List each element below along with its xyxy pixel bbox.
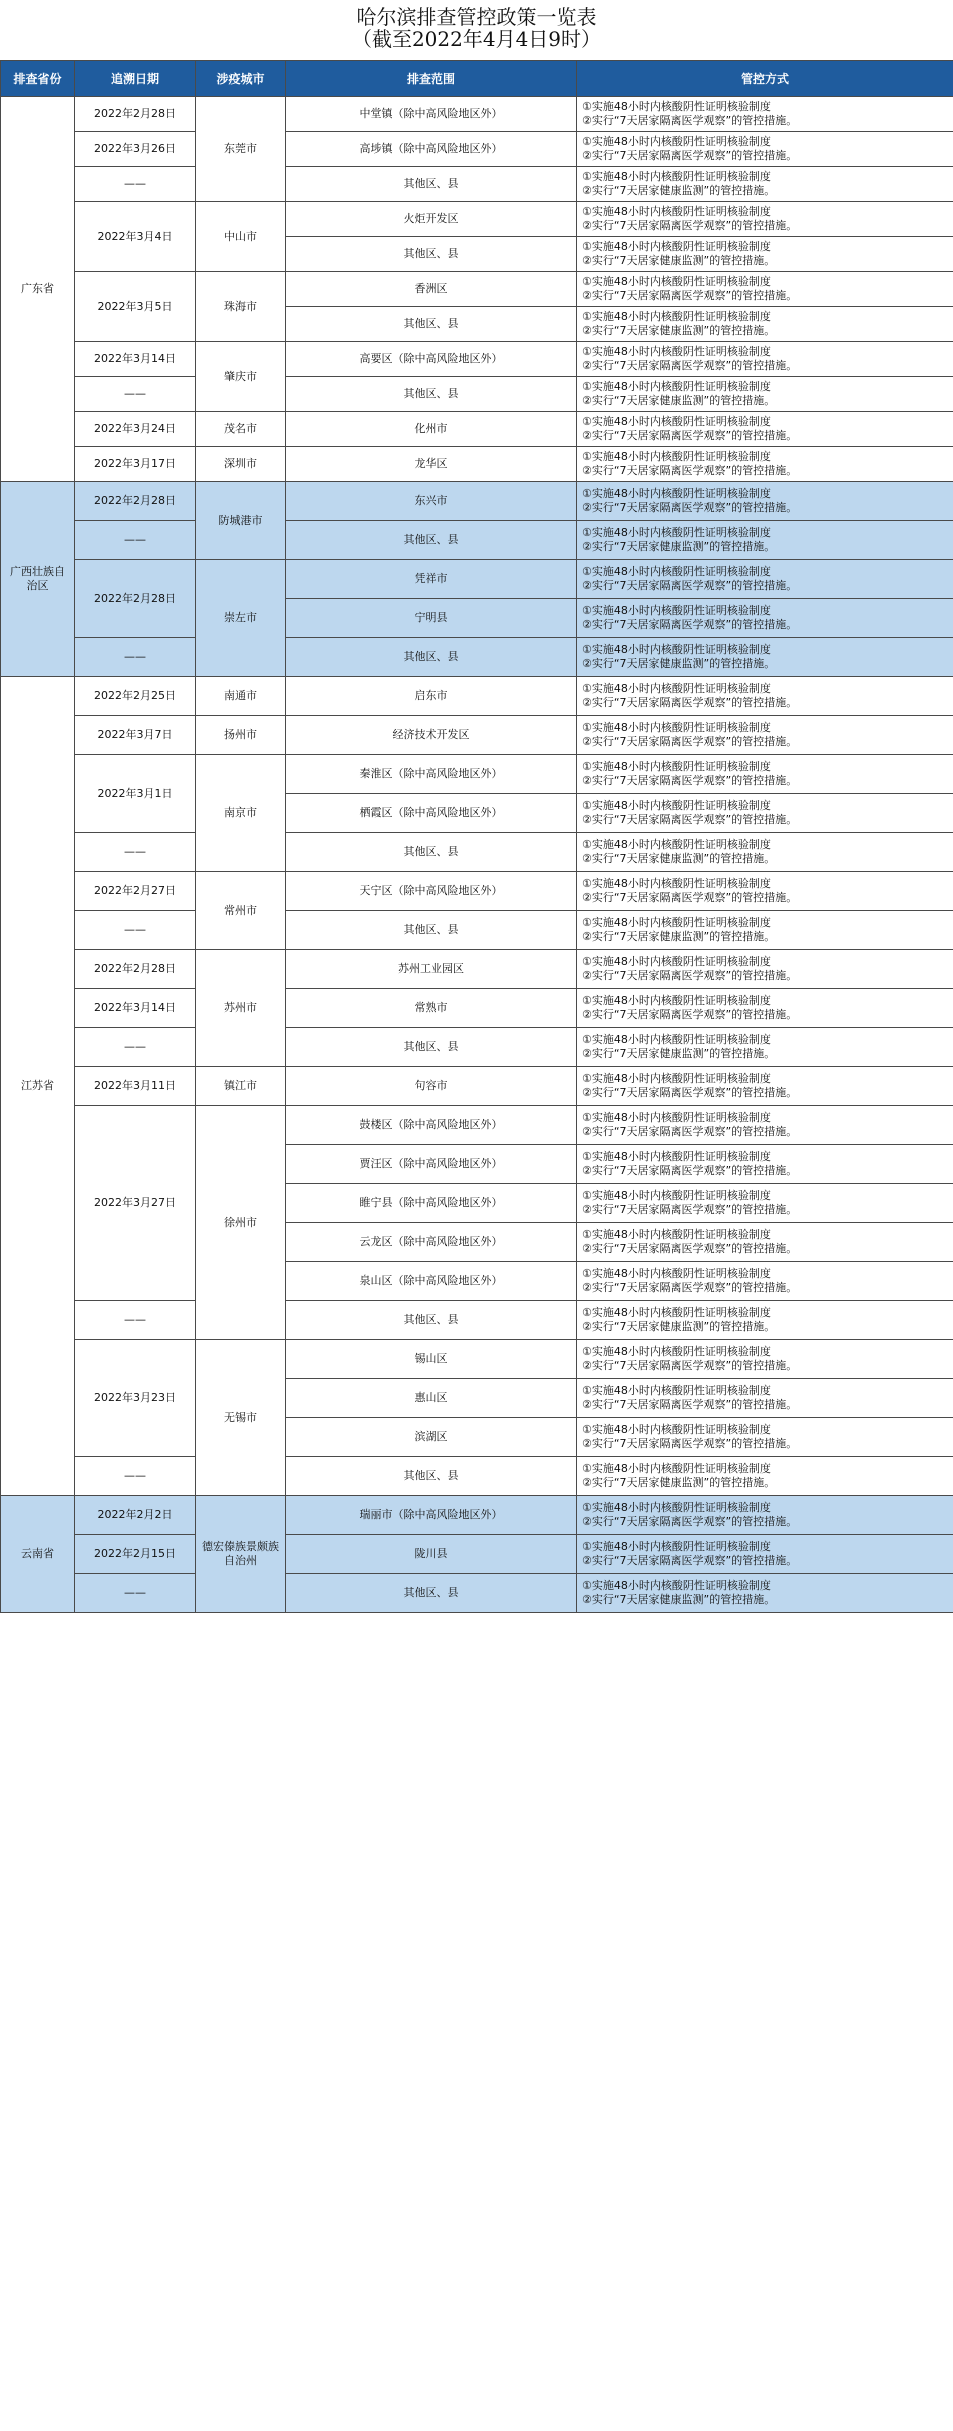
scope-cell: 高埗镇（除中高风险地区外） — [286, 132, 577, 167]
measure-line-2: ②实行“7天居家隔离医学观察”的管控措施。 — [582, 429, 798, 442]
measure-line-2: ②实行“7天居家隔离医学观察”的管控措施。 — [582, 1164, 798, 1177]
table-row — [1, 833, 953, 872]
table-row — [1, 872, 953, 911]
scope-cell: 中堂镇（除中高风险地区外） — [286, 97, 577, 132]
measure-line-1: ①实施48小时内核酸阴性证明核验制度 — [582, 1579, 771, 1592]
scope-cell: 龙华区 — [286, 447, 577, 482]
measure-cell — [577, 1106, 953, 1145]
scope-cell: 东兴市 — [286, 482, 577, 521]
scope-cell: 瑞丽市（除中高风险地区外） — [286, 1496, 577, 1535]
table-row — [1, 97, 953, 132]
province-cell: 广东省 — [1, 97, 75, 482]
province-group — [1, 97, 953, 482]
table-row — [1, 167, 953, 202]
measure-line-2: ②实行“7天居家健康监测”的管控措施。 — [582, 1593, 776, 1606]
measure-line-2: ②实行“7天居家健康监测”的管控措施。 — [582, 1320, 776, 1333]
table-row — [1, 377, 953, 412]
city-cell: 崇左市 — [196, 560, 286, 677]
scope-cell: 其他区、县 — [286, 911, 577, 950]
measure-line-2: ②实行“7天居家隔离医学观察”的管控措施。 — [582, 774, 798, 787]
measure-cell — [577, 872, 953, 911]
measure-line-1: ①实施48小时内核酸阴性证明核验制度 — [582, 916, 771, 929]
city-cell: 镇江市 — [196, 1067, 286, 1106]
scope-cell: 句容市 — [286, 1067, 577, 1106]
date-cell: —— — [75, 1028, 196, 1067]
measure-line-2: ②实行“7天居家隔离医学观察”的管控措施。 — [582, 464, 798, 477]
measure-line-1: ①实施48小时内核酸阴性证明核验制度 — [582, 205, 771, 218]
measure-line-1: ①实施48小时内核酸阴性证明核验制度 — [582, 450, 771, 463]
measure-line-1: ①实施48小时内核酸阴性证明核验制度 — [582, 100, 771, 113]
table-row — [1, 447, 953, 482]
measure-line-2: ②实行“7天居家隔离医学观察”的管控措施。 — [582, 501, 798, 514]
measure-cell — [577, 1067, 953, 1106]
scope-cell: 其他区、县 — [286, 1457, 577, 1496]
measure-cell — [577, 447, 953, 482]
measure-line-2: ②实行“7天居家健康监测”的管控措施。 — [582, 184, 776, 197]
date-cell: —— — [75, 911, 196, 950]
table-row — [1, 412, 953, 447]
date-cell: 2022年2月25日 — [75, 677, 196, 716]
measure-line-1: ①实施48小时内核酸阴性证明核验制度 — [582, 275, 771, 288]
page-subtitle: （截至2022年4月4日9时） — [351, 27, 602, 51]
table-row — [1, 1535, 953, 1574]
scope-cell: 其他区、县 — [286, 237, 577, 272]
scope-cell: 火炬开发区 — [286, 202, 577, 237]
scope-cell: 其他区、县 — [286, 1574, 577, 1613]
date-cell: 2022年2月28日 — [75, 950, 196, 989]
date-cell: 2022年3月5日 — [75, 272, 196, 342]
table-row — [1, 1574, 953, 1613]
measure-line-2: ②实行“7天居家隔离医学观察”的管控措施。 — [582, 579, 798, 592]
date-cell: 2022年3月1日 — [75, 755, 196, 833]
measure-cell — [577, 716, 953, 755]
policy-table — [0, 60, 953, 1613]
province-cell: 云南省 — [1, 1496, 75, 1613]
measure-line-1: ①实施48小时内核酸阴性证明核验制度 — [582, 1423, 771, 1436]
date-cell: 2022年2月15日 — [75, 1535, 196, 1574]
measure-line-2: ②实行“7天居家隔离医学观察”的管控措施。 — [582, 1398, 798, 1411]
measure-cell — [577, 638, 953, 677]
date-cell: 2022年2月28日 — [75, 482, 196, 521]
measure-line-1: ①实施48小时内核酸阴性证明核验制度 — [582, 1072, 771, 1085]
measure-cell — [577, 1574, 953, 1613]
measure-line-1: ①实施48小时内核酸阴性证明核验制度 — [582, 604, 771, 617]
measure-cell — [577, 1457, 953, 1496]
scope-cell: 鼓楼区（除中高风险地区外） — [286, 1106, 577, 1145]
measure-line-1: ①实施48小时内核酸阴性证明核验制度 — [582, 380, 771, 393]
province-cell: 江苏省 — [1, 677, 75, 1496]
measure-line-1: ①实施48小时内核酸阴性证明核验制度 — [582, 1384, 771, 1397]
city-cell: 深圳市 — [196, 447, 286, 482]
measure-line-1: ①实施48小时内核酸阴性证明核验制度 — [582, 799, 771, 812]
measure-line-1: ①实施48小时内核酸阴性证明核验制度 — [582, 240, 771, 253]
city-cell: 徐州市 — [196, 1106, 286, 1340]
measure-line-2: ②实行“7天居家隔离医学观察”的管控措施。 — [582, 114, 798, 127]
measure-line-2: ②实行“7天居家隔离医学观察”的管控措施。 — [582, 219, 798, 232]
measure-cell — [577, 1028, 953, 1067]
scope-cell: 天宁区（除中高风险地区外） — [286, 872, 577, 911]
table-row — [1, 521, 953, 560]
scope-cell: 滨湖区 — [286, 1418, 577, 1457]
city-cell: 苏州市 — [196, 950, 286, 1067]
measure-line-1: ①实施48小时内核酸阴性证明核验制度 — [582, 955, 771, 968]
scope-cell: 陇川县 — [286, 1535, 577, 1574]
measure-line-1: ①实施48小时内核酸阴性证明核验制度 — [582, 1306, 771, 1319]
measure-line-2: ②实行“7天居家健康监测”的管控措施。 — [582, 657, 776, 670]
measure-cell — [577, 755, 953, 794]
measure-line-2: ②实行“7天居家隔离医学观察”的管控措施。 — [582, 149, 798, 162]
date-cell: —— — [75, 521, 196, 560]
city-cell: 德宏傣族景颇族自治州 — [196, 1496, 286, 1613]
measure-line-2: ②实行“7天居家健康监测”的管控措施。 — [582, 324, 776, 337]
measure-line-1: ①实施48小时内核酸阴性证明核验制度 — [582, 838, 771, 851]
measure-line-1: ①实施48小时内核酸阴性证明核验制度 — [582, 170, 771, 183]
table-row — [1, 1457, 953, 1496]
measure-line-2: ②实行“7天居家隔离医学观察”的管控措施。 — [582, 1281, 798, 1294]
scope-cell: 香洲区 — [286, 272, 577, 307]
measure-line-1: ①实施48小时内核酸阴性证明核验制度 — [582, 310, 771, 323]
measure-cell — [577, 1184, 953, 1223]
measure-line-2: ②实行“7天居家健康监测”的管控措施。 — [582, 930, 776, 943]
measure-line-1: ①实施48小时内核酸阴性证明核验制度 — [582, 1111, 771, 1124]
scope-cell: 睢宁县（除中高风险地区外） — [286, 1184, 577, 1223]
measure-cell — [577, 1223, 953, 1262]
measure-line-1: ①实施48小时内核酸阴性证明核验制度 — [582, 994, 771, 1007]
date-cell: —— — [75, 833, 196, 872]
scope-cell: 经济技术开发区 — [286, 716, 577, 755]
header-measures: 管控方式 — [577, 61, 953, 97]
header-province: 排查省份 — [1, 61, 75, 97]
scope-cell: 化州市 — [286, 412, 577, 447]
scope-cell: 锡山区 — [286, 1340, 577, 1379]
measure-cell — [577, 482, 953, 521]
measure-line-1: ①实施48小时内核酸阴性证明核验制度 — [582, 1462, 771, 1475]
scope-cell: 常熟市 — [286, 989, 577, 1028]
table-row — [1, 272, 953, 307]
date-cell: 2022年2月2日 — [75, 1496, 196, 1535]
measure-line-1: ①实施48小时内核酸阴性证明核验制度 — [582, 345, 771, 358]
city-cell: 肇庆市 — [196, 342, 286, 412]
scope-cell: 其他区、县 — [286, 638, 577, 677]
scope-cell: 其他区、县 — [286, 167, 577, 202]
city-cell: 防城港市 — [196, 482, 286, 560]
scope-cell: 高要区（除中高风险地区外） — [286, 342, 577, 377]
measure-line-1: ①实施48小时内核酸阴性证明核验制度 — [582, 135, 771, 148]
scope-cell: 其他区、县 — [286, 307, 577, 342]
scope-cell: 云龙区（除中高风险地区外） — [286, 1223, 577, 1262]
date-cell: 2022年3月17日 — [75, 447, 196, 482]
date-cell: 2022年3月23日 — [75, 1340, 196, 1457]
header-date: 追溯日期 — [75, 61, 196, 97]
city-cell: 南通市 — [196, 677, 286, 716]
measure-line-1: ①实施48小时内核酸阴性证明核验制度 — [582, 1540, 771, 1553]
measure-line-2: ②实行“7天居家隔离医学观察”的管控措施。 — [582, 359, 798, 372]
date-cell: 2022年2月27日 — [75, 872, 196, 911]
scope-cell: 栖霞区（除中高风险地区外） — [286, 794, 577, 833]
date-cell: 2022年2月28日 — [75, 560, 196, 638]
measure-cell — [577, 560, 953, 599]
measure-cell — [577, 833, 953, 872]
measure-line-2: ②实行“7天居家健康监测”的管控措施。 — [582, 1047, 776, 1060]
measure-cell — [577, 342, 953, 377]
table-row — [1, 1301, 953, 1340]
scope-cell: 其他区、县 — [286, 377, 577, 412]
date-cell: 2022年3月27日 — [75, 1106, 196, 1301]
measure-cell — [577, 794, 953, 833]
measure-line-1: ①实施48小时内核酸阴性证明核验制度 — [582, 487, 771, 500]
measure-line-2: ②实行“7天居家健康监测”的管控措施。 — [582, 394, 776, 407]
table-row — [1, 1067, 953, 1106]
measure-line-1: ①实施48小时内核酸阴性证明核验制度 — [582, 526, 771, 539]
header-row — [1, 61, 953, 97]
header-scope: 排查范围 — [286, 61, 577, 97]
measure-line-2: ②实行“7天居家隔离医学观察”的管控措施。 — [582, 1359, 798, 1372]
measure-line-2: ②实行“7天居家隔离医学观察”的管控措施。 — [582, 618, 798, 631]
table-row — [1, 342, 953, 377]
measure-cell — [577, 132, 953, 167]
table-row — [1, 716, 953, 755]
measure-cell — [577, 1145, 953, 1184]
province-group — [1, 482, 953, 677]
measure-line-2: ②实行“7天居家隔离医学观察”的管控措施。 — [582, 1203, 798, 1216]
measure-cell — [577, 97, 953, 132]
measure-line-2: ②实行“7天居家隔离医学观察”的管控措施。 — [582, 1437, 798, 1450]
measure-cell — [577, 989, 953, 1028]
scope-cell: 秦淮区（除中高风险地区外） — [286, 755, 577, 794]
measure-line-1: ①实施48小时内核酸阴性证明核验制度 — [582, 721, 771, 734]
scope-cell: 苏州工业园区 — [286, 950, 577, 989]
date-cell: —— — [75, 167, 196, 202]
measure-line-2: ②实行“7天居家隔离医学观察”的管控措施。 — [582, 696, 798, 709]
measure-cell — [577, 1262, 953, 1301]
measure-cell — [577, 377, 953, 412]
city-cell: 珠海市 — [196, 272, 286, 342]
measure-cell — [577, 521, 953, 560]
measure-cell — [577, 202, 953, 237]
measure-line-1: ①实施48小时内核酸阴性证明核验制度 — [582, 760, 771, 773]
city-cell: 扬州市 — [196, 716, 286, 755]
measure-cell — [577, 911, 953, 950]
table-row — [1, 202, 953, 237]
table-row — [1, 989, 953, 1028]
measure-cell — [577, 307, 953, 342]
measure-line-1: ①实施48小时内核酸阴性证明核验制度 — [582, 1267, 771, 1280]
date-cell: 2022年3月4日 — [75, 202, 196, 272]
city-cell: 东莞市 — [196, 97, 286, 202]
measure-cell — [577, 237, 953, 272]
header-city: 涉疫城市 — [196, 61, 286, 97]
measure-line-2: ②实行“7天居家隔离医学观察”的管控措施。 — [582, 813, 798, 826]
measure-cell — [577, 1301, 953, 1340]
date-cell: —— — [75, 638, 196, 677]
scope-cell: 凭祥市 — [286, 560, 577, 599]
province-group — [1, 1496, 953, 1613]
city-cell: 茂名市 — [196, 412, 286, 447]
table-row — [1, 560, 953, 599]
measure-line-2: ②实行“7天居家隔离医学观察”的管控措施。 — [582, 1242, 798, 1255]
city-cell: 南京市 — [196, 755, 286, 872]
table-row — [1, 911, 953, 950]
page-title: 哈尔滨排查管控政策一览表 — [356, 5, 597, 29]
measure-line-1: ①实施48小时内核酸阴性证明核验制度 — [582, 877, 771, 890]
table-row — [1, 1496, 953, 1535]
date-cell: 2022年3月7日 — [75, 716, 196, 755]
measure-line-2: ②实行“7天居家隔离医学观察”的管控措施。 — [582, 891, 798, 904]
measure-line-2: ②实行“7天居家隔离医学观察”的管控措施。 — [582, 735, 798, 748]
table-row — [1, 755, 953, 794]
measure-cell — [577, 1496, 953, 1535]
date-cell: 2022年3月14日 — [75, 342, 196, 377]
title-block — [0, 0, 953, 60]
city-cell: 中山市 — [196, 202, 286, 272]
measure-line-1: ①实施48小时内核酸阴性证明核验制度 — [582, 1501, 771, 1514]
measure-line-1: ①实施48小时内核酸阴性证明核验制度 — [582, 1345, 771, 1358]
scope-cell: 泉山区（除中高风险地区外） — [286, 1262, 577, 1301]
date-cell: —— — [75, 1301, 196, 1340]
measure-cell — [577, 412, 953, 447]
date-cell: —— — [75, 377, 196, 412]
scope-cell: 宁明县 — [286, 599, 577, 638]
measure-cell — [577, 950, 953, 989]
table-row — [1, 482, 953, 521]
table-row — [1, 1106, 953, 1145]
date-cell: 2022年3月26日 — [75, 132, 196, 167]
date-cell: 2022年3月14日 — [75, 989, 196, 1028]
scope-cell: 其他区、县 — [286, 521, 577, 560]
measure-line-1: ①实施48小时内核酸阴性证明核验制度 — [582, 415, 771, 428]
measure-line-2: ②实行“7天居家隔离医学观察”的管控措施。 — [582, 1086, 798, 1099]
date-cell: 2022年2月28日 — [75, 97, 196, 132]
measure-line-2: ②实行“7天居家健康监测”的管控措施。 — [582, 254, 776, 267]
measure-line-2: ②实行“7天居家隔离医学观察”的管控措施。 — [582, 1515, 798, 1528]
measure-line-2: ②实行“7天居家健康监测”的管控措施。 — [582, 1476, 776, 1489]
table-row — [1, 677, 953, 716]
province-cell: 广西壮族自治区 — [1, 482, 75, 677]
date-cell: 2022年3月11日 — [75, 1067, 196, 1106]
scope-cell: 其他区、县 — [286, 833, 577, 872]
city-cell: 无锡市 — [196, 1340, 286, 1496]
measure-line-2: ②实行“7天居家健康监测”的管控措施。 — [582, 852, 776, 865]
measure-line-1: ①实施48小时内核酸阴性证明核验制度 — [582, 1189, 771, 1202]
table-row — [1, 1340, 953, 1379]
date-cell: —— — [75, 1574, 196, 1613]
date-cell: 2022年3月24日 — [75, 412, 196, 447]
table-row — [1, 950, 953, 989]
measure-cell — [577, 1340, 953, 1379]
measure-cell — [577, 1379, 953, 1418]
measure-line-1: ①实施48小时内核酸阴性证明核验制度 — [582, 1033, 771, 1046]
table-row — [1, 1028, 953, 1067]
city-cell: 常州市 — [196, 872, 286, 950]
measure-cell — [577, 599, 953, 638]
measure-line-2: ②实行“7天居家隔离医学观察”的管控措施。 — [582, 289, 798, 302]
table-row — [1, 638, 953, 677]
measure-line-2: ②实行“7天居家隔离医学观察”的管控措施。 — [582, 969, 798, 982]
measure-cell — [577, 272, 953, 307]
measure-cell — [577, 167, 953, 202]
measure-line-1: ①实施48小时内核酸阴性证明核验制度 — [582, 682, 771, 695]
measure-cell — [577, 677, 953, 716]
measure-line-1: ①实施48小时内核酸阴性证明核验制度 — [582, 1228, 771, 1241]
measure-line-1: ①实施48小时内核酸阴性证明核验制度 — [582, 643, 771, 656]
scope-cell: 惠山区 — [286, 1379, 577, 1418]
scope-cell: 其他区、县 — [286, 1301, 577, 1340]
province-group — [1, 677, 953, 1496]
measure-line-1: ①实施48小时内核酸阴性证明核验制度 — [582, 1150, 771, 1163]
measure-cell — [577, 1535, 953, 1574]
scope-cell: 其他区、县 — [286, 1028, 577, 1067]
measure-line-2: ②实行“7天居家健康监测”的管控措施。 — [582, 540, 776, 553]
measure-line-1: ①实施48小时内核酸阴性证明核验制度 — [582, 565, 771, 578]
measure-cell — [577, 1418, 953, 1457]
measure-line-2: ②实行“7天居家隔离医学观察”的管控措施。 — [582, 1008, 798, 1021]
measure-line-2: ②实行“7天居家隔离医学观察”的管控措施。 — [582, 1125, 798, 1138]
date-cell: —— — [75, 1457, 196, 1496]
table-row — [1, 132, 953, 167]
scope-cell: 启东市 — [286, 677, 577, 716]
scope-cell: 贾汪区（除中高风险地区外） — [286, 1145, 577, 1184]
measure-line-2: ②实行“7天居家隔离医学观察”的管控措施。 — [582, 1554, 798, 1567]
